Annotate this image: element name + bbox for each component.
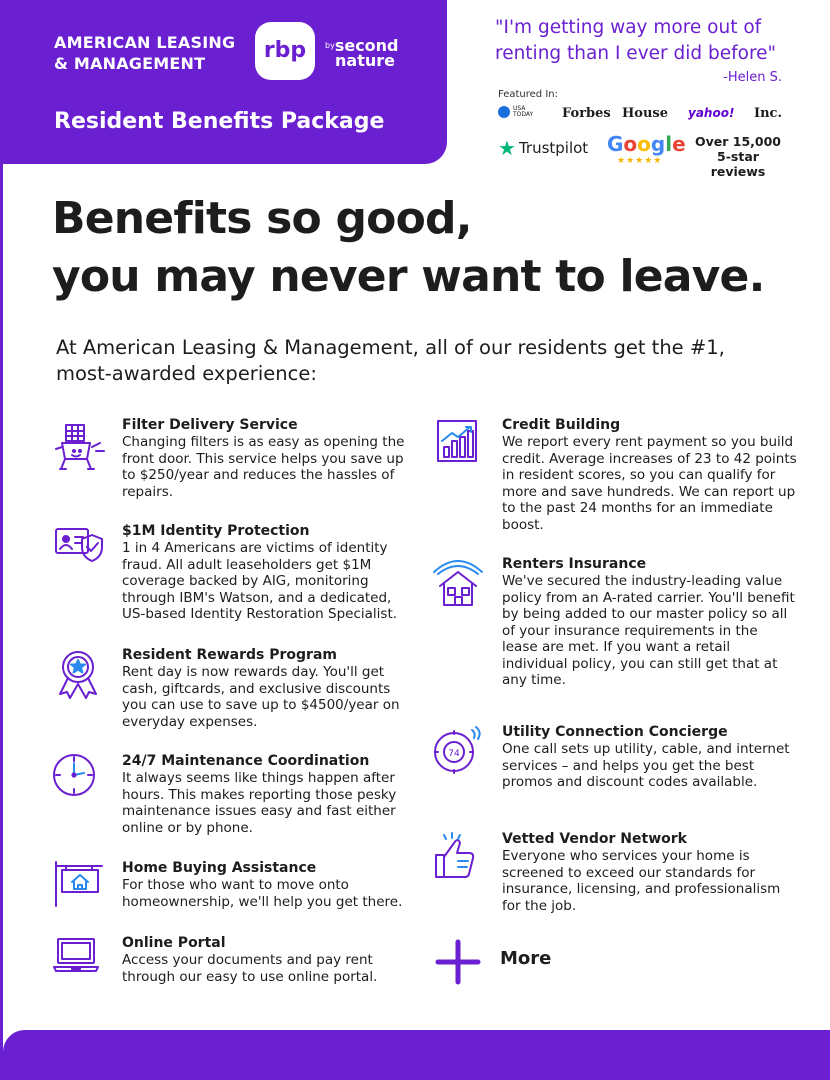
google-stars-icon: ★★★★★: [617, 156, 663, 166]
benefit-description: We've secured the industry-leading value policy from an A-rated carrier. You'll benefit by being added to our master policy so all of your insurance requirements in the lease are met. If you want a retail individual policy, you can still get that at any time.: [502, 573, 795, 688]
benefit-online-portal: [52, 935, 422, 995]
package-title: Resident Benefits Package: [54, 109, 385, 134]
benefit-title: Renters Insurance: [502, 556, 647, 572]
clock-icon: [52, 753, 112, 813]
second-nature-logo: [325, 38, 399, 68]
company-name-line1: AMERICAN LEASING: [54, 33, 236, 52]
logo-partner-line2: nature: [335, 51, 395, 70]
rbp-logo: rbp: [255, 22, 315, 80]
company-name: [54, 32, 254, 74]
benefit-maintenance-coordination: [52, 753, 422, 843]
inc-logo: Inc.: [754, 106, 782, 121]
thermostat-icon: [432, 724, 492, 784]
benefit-identity-protection: [52, 523, 422, 633]
benefit-title: Credit Building: [502, 417, 621, 433]
benefit-description: Access your documents and pay rent through our easy to use online portal.: [122, 952, 378, 985]
company-name-line2: & MANAGEMENT: [54, 54, 206, 73]
forbes-logo: Forbes: [562, 106, 611, 121]
logo-partner-line1: second: [334, 36, 399, 55]
featured-in-label: Featured In:: [498, 89, 558, 100]
google-logo: Google: [607, 132, 686, 156]
footer-band: [3, 1030, 830, 1080]
benefit-title: $1M Identity Protection: [122, 523, 310, 539]
yahoo-logo: yahoo!: [688, 106, 735, 120]
trustpilot-label: Trustpilot: [518, 139, 589, 157]
benefit-title: Utility Connection Concierge: [502, 724, 728, 740]
benefit-home-buying: [52, 860, 422, 920]
benefit-description: It always seems like things happen after hours. This makes reporting those pesky maintenance issues easy and fast either online or by phone.: [122, 770, 397, 836]
benefit-title: Vetted Vendor Network: [502, 831, 687, 847]
testimonial-quote: "I'm getting way more out of renting than I ever did before": [495, 17, 777, 64]
trustpilot-star-icon: ★: [498, 136, 516, 160]
benefit-utility-concierge: [432, 724, 802, 814]
award-ribbon-icon: [52, 647, 112, 707]
benefit-credit-building: [432, 417, 802, 537]
logo-by-text: by: [325, 41, 335, 50]
laptop-icon: [52, 935, 112, 995]
benefit-filter-delivery: [52, 417, 422, 507]
house-beautiful-logo: House: [622, 106, 668, 121]
intro-text: At American Leasing & Management, all of our residents get the #1, most-awarded experience:: [56, 336, 725, 385]
usa-today-dot-icon: [498, 106, 510, 118]
benefit-description: For those who want to move onto homeownership, we'll help you get there.: [122, 877, 403, 910]
testimonial-author: -Helen S.: [723, 70, 782, 85]
benefit-description: 1 in 4 Americans are victims of identity fraud. All adult leaseholders get $1M coverage backed by AIG, monitoring through IBM's Watson, and a dedicated, US-based Identity Restoration Specialist.: [122, 540, 398, 622]
house-umbrella-icon: [432, 556, 492, 616]
plus-icon: [434, 938, 484, 988]
svg-text:74: 74: [448, 749, 460, 759]
trustpilot-logo: [498, 138, 588, 158]
benefit-title: Resident Rewards Program: [122, 647, 337, 663]
reviews-count: [690, 134, 786, 179]
main-headline: [52, 190, 765, 306]
benefit-description: Changing filters is as easy as opening the front door. This service helps you save up to $250/year and reduces the hassles of repairs.: [122, 434, 405, 500]
benefit-title: Home Buying Assistance: [122, 860, 317, 876]
benefit-title: Online Portal: [122, 935, 226, 951]
benefit-description: Rent day is now rewards day. You'll get cash, giftcards, and exclusive discounts you can use to save up to $4500/year on everyday expenses.: [122, 664, 400, 730]
reviews-line1: Over 15,000: [694, 134, 781, 149]
benefit-title: 24/7 Maintenance Coordination: [122, 753, 370, 769]
usa-today-line1: USA: [513, 105, 526, 112]
benefit-vetted-vendor: [432, 831, 802, 921]
usa-today-logo: [498, 106, 533, 118]
house-sign-icon: [52, 860, 112, 920]
id-shield-icon: [52, 523, 112, 583]
reviews-line2: 5-star reviews: [710, 149, 766, 179]
benefit-resident-rewards: [52, 647, 422, 737]
thumbs-up-icon: [432, 831, 492, 891]
usa-today-line2: TODAY: [513, 111, 534, 118]
filter-box-icon: [52, 417, 112, 477]
benefit-description: We report every rent payment so you build credit. Average increases of 23 to 42 points in resident scores, so you can qualify for more and save hundreds. We can report up to the past 24 months for an immediate boost.: [502, 434, 797, 533]
bar-chart-icon: [432, 417, 492, 477]
more-benefits: [434, 938, 634, 988]
benefit-description: One call sets up utility, cable, and internet services – and helps you get the best promos and discount codes available.: [502, 741, 790, 790]
more-label: More: [500, 948, 552, 969]
benefit-title: Filter Delivery Service: [122, 417, 298, 433]
headline-line2: you may never want to leave.: [52, 251, 765, 302]
header-band: [3, 0, 447, 164]
benefit-description: Everyone who services your home is screened to exceed our standards for insurance, licensing, and professionalism for the job.: [502, 848, 781, 914]
headline-line1: Benefits so good,: [52, 193, 472, 244]
benefit-renters-insurance: [432, 556, 802, 701]
